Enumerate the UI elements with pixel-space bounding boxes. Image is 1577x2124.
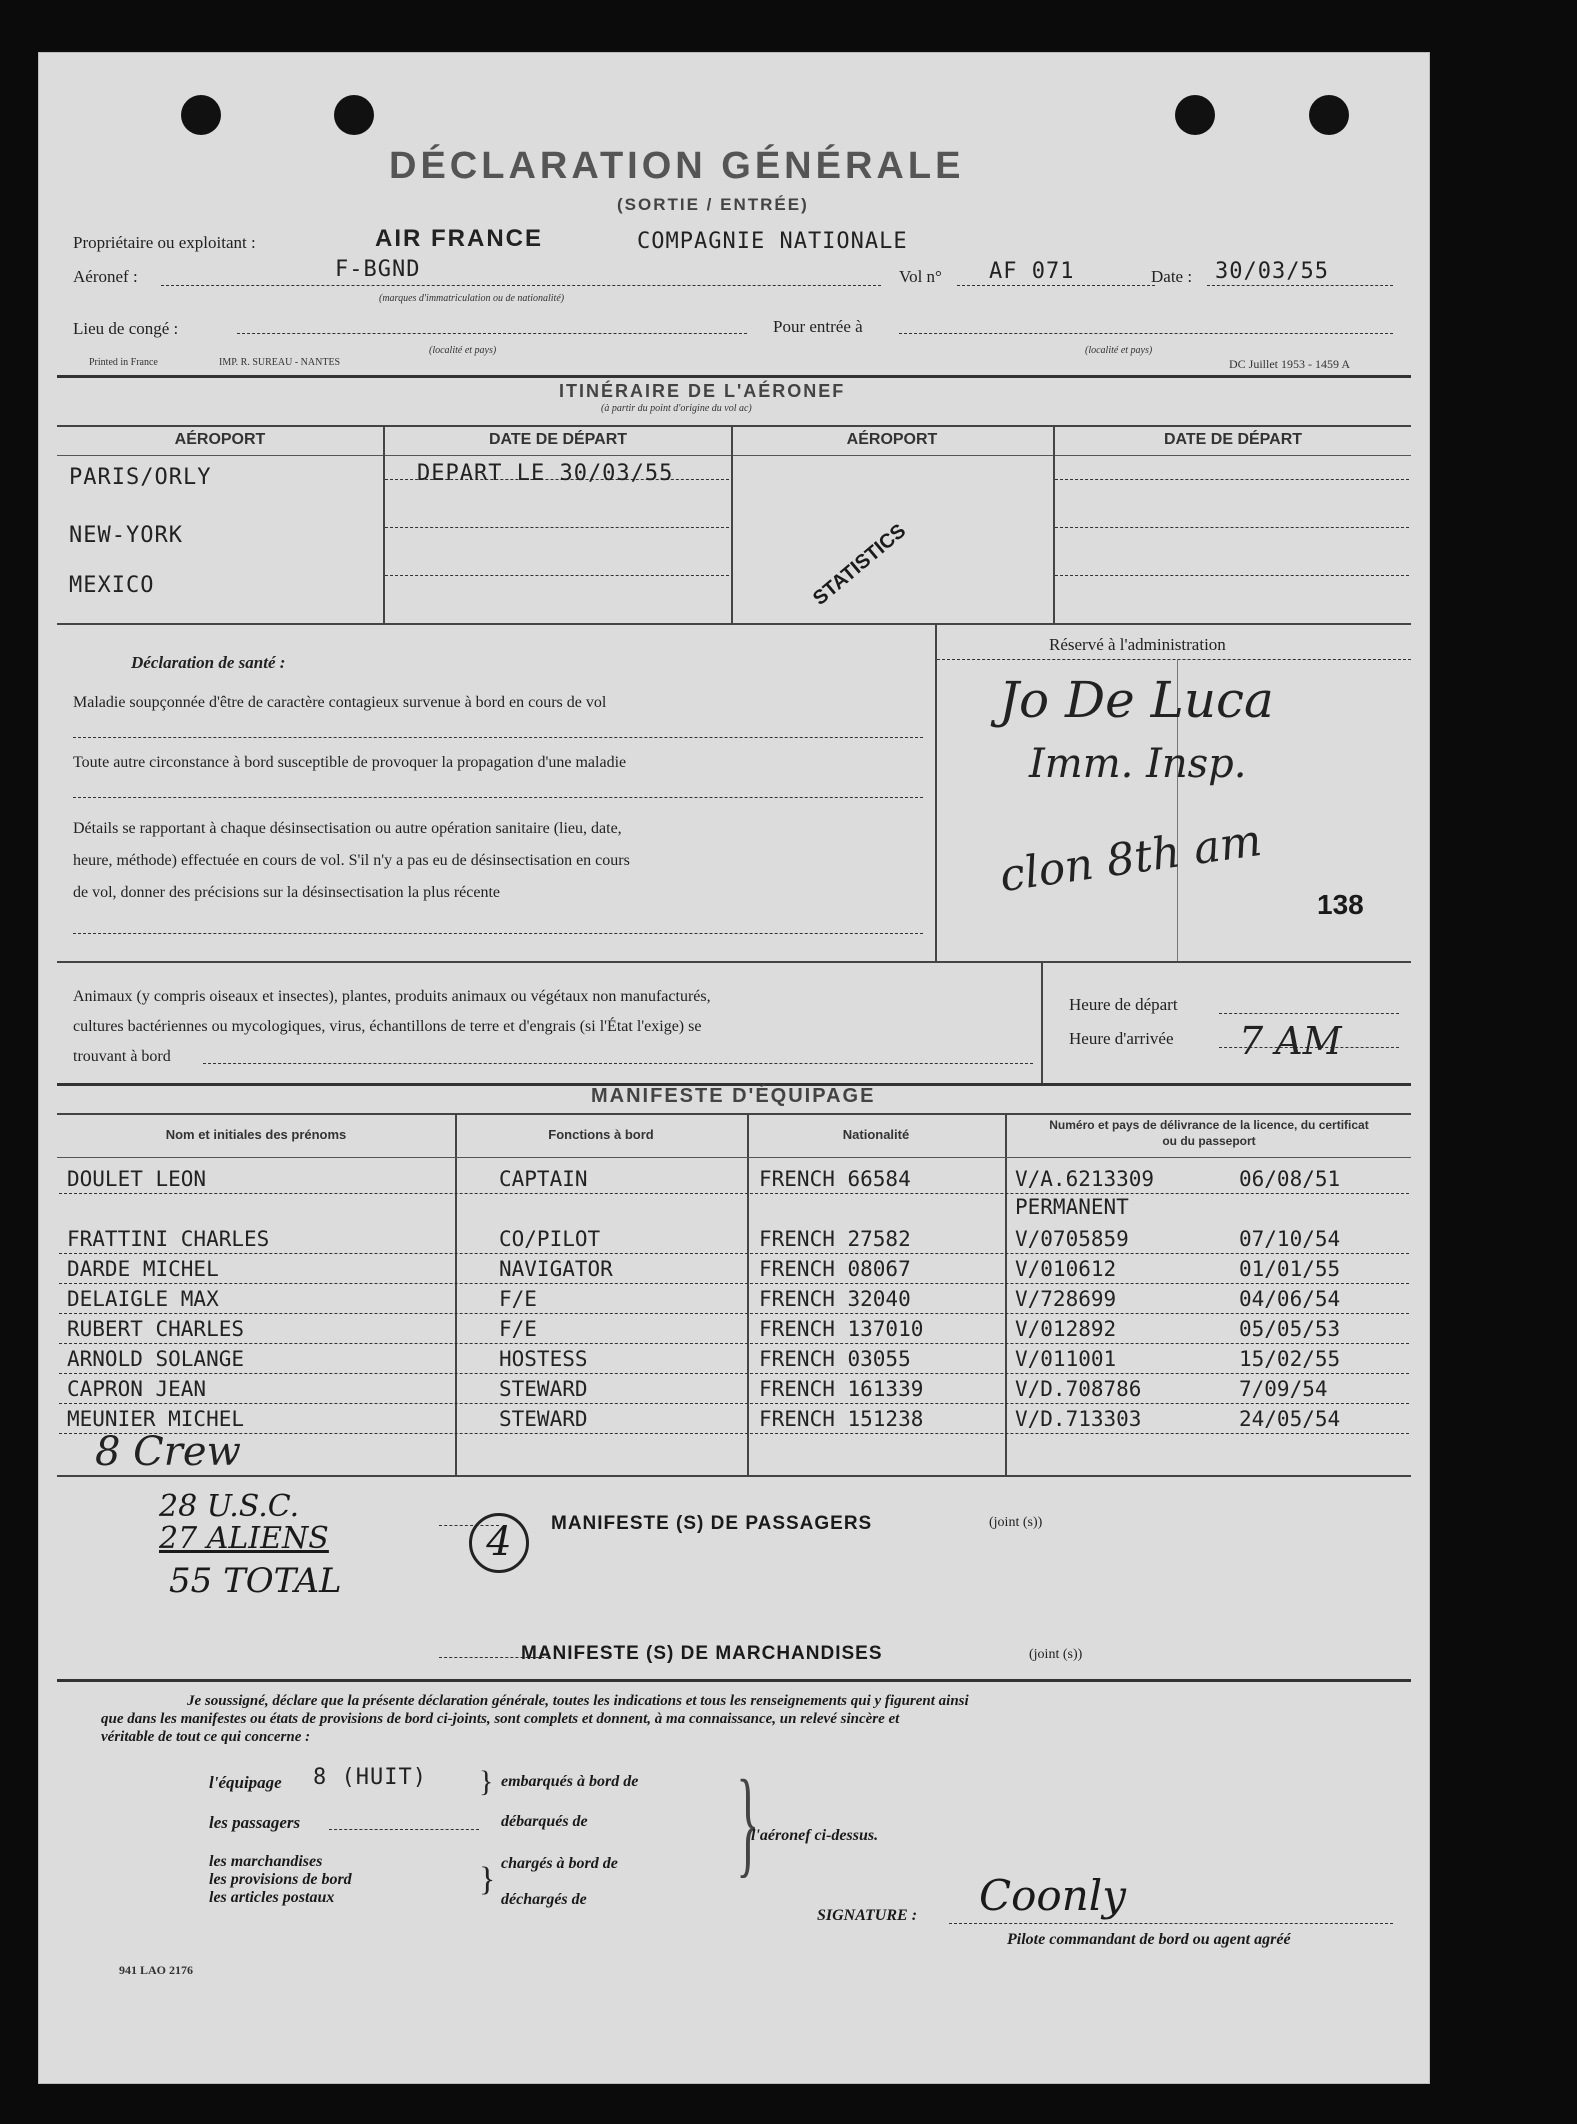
owner-value-2: COMPAGNIE NATIONALE [637, 229, 908, 254]
document-title: DÉCLARATION GÉNÉRALE [389, 145, 965, 187]
animals-line-1: Animaux (y compris oiseaux et insectes), plantes, produits animaux ou végétaux non manufacturés, [73, 988, 711, 1005]
crew-function: NAVIGATOR [499, 1257, 613, 1281]
arrival-time-label: Heure d'arrivée [1069, 1029, 1174, 1048]
declaration-text-2: que dans les manifestes ou états de provisions de bord ci-joints, sont complets et donnent, à ma connaissance, un relevé sincère et [101, 1711, 900, 1727]
passenger-manifest-label: MANIFESTE (S) DE PASSAGERS [551, 1513, 873, 1534]
crew-function: STEWARD [499, 1377, 588, 1401]
crew-licence-date: 7/09/54 [1239, 1377, 1328, 1401]
crew-function: STEWARD [499, 1407, 588, 1431]
owner-value: AIR FRANCE [375, 225, 543, 252]
punch-hole-1 [181, 95, 221, 135]
crew-licence: V/D.708786 [1015, 1377, 1142, 1401]
crew-row-rule [59, 1403, 1409, 1404]
health-heading: Déclaration de santé : [131, 653, 286, 672]
signature-role: Pilote commandant de bord ou agent agréé [1007, 1931, 1291, 1948]
crew-col-nationality: Nationalité [842, 1127, 910, 1142]
entry-label: Pour entrée à [773, 317, 863, 336]
crew-row-rule [59, 1313, 1409, 1314]
itinerary-airport-1: PARIS/ORLY [69, 465, 212, 490]
crew-licence: V/012892 [1015, 1317, 1117, 1341]
crew-row-rule [59, 1433, 1409, 1434]
crew-licence-date: 04/06/54 [1239, 1287, 1341, 1311]
owner-label: Propriétaire ou exploitant : [73, 233, 256, 252]
document-page [38, 52, 1430, 2084]
document-subtitle: (SORTIE / ENTRÉE) [617, 195, 809, 214]
crew-function: CO/PILOT [499, 1227, 601, 1251]
crew-licence: V/010612 [1015, 1257, 1117, 1281]
itinerary-airport-3: MEXICO [69, 573, 155, 598]
crew-licence: V/D.713303 [1015, 1407, 1142, 1431]
passenger-note-2: 27 ALIENS [159, 1521, 329, 1556]
cargo-manifest-label: MANIFESTE (S) DE MARCHANDISES [521, 1643, 883, 1664]
crew-name: DARDE MICHEL [67, 1257, 219, 1281]
itinerary-title: ITINÉRAIRE DE L'AÉRONEF [559, 381, 846, 401]
admin-label: Réservé à l'administration [1049, 635, 1226, 654]
health-line-1: Maladie soupçonnée d'être de caractère contagieux survenue à bord en cours de vol [73, 694, 607, 711]
crew-licence: V/0705859 [1015, 1227, 1129, 1251]
clearance-note: (localité et pays) [429, 345, 497, 356]
itinerary-departure: DEPART LE 30/03/55 [417, 461, 674, 486]
crew-count-label: l'équipage [209, 1773, 282, 1792]
crew-function: HOSTESS [499, 1347, 588, 1371]
cargo-manifest-joint: (joint (s)) [1029, 1647, 1083, 1662]
animals-line-3: trouvant à bord [73, 1048, 171, 1065]
date-label: Date : [1151, 267, 1193, 286]
itinerary-subtitle: (à partir du point d'origine du vol ac) [601, 403, 752, 414]
itinerary-airport-2: NEW-YORK [69, 523, 183, 548]
crew-row-rule [59, 1193, 1409, 1194]
crew-licence-date: 06/08/51 [1239, 1167, 1341, 1191]
passenger-note-1: 28 U.S.C. [159, 1489, 300, 1524]
crew-nationality: FRENCH 27582 [759, 1227, 911, 1251]
crew-licence-date: 24/05/54 [1239, 1407, 1341, 1431]
form-code: DC Juillet 1953 - 1459 A [1229, 357, 1351, 371]
brace-1: } [479, 1765, 494, 1798]
admin-signature-1: Jo De Luca [999, 671, 1274, 729]
crew-licence-extra: PERMANENT [1015, 1195, 1129, 1219]
crew-nationality: FRENCH 03055 [759, 1347, 911, 1371]
crew-licence-date: 07/10/54 [1239, 1227, 1341, 1251]
flight-number: AF 071 [989, 259, 1075, 284]
crew-nationality: FRENCH 66584 [759, 1167, 911, 1191]
health-line-3a: Détails se rapportant à chaque désinsectisation ou autre opération sanitaire (lieu, date, [73, 820, 622, 837]
animals-line-2: cultures bactériennes ou mycologiques, virus, échantillons de terre et d'engrais (si l'État l'exige) se [73, 1018, 702, 1035]
crew-nationality: FRENCH 137010 [759, 1317, 924, 1341]
printed-in: Printed in France [89, 357, 158, 368]
goods-label-3: les articles postaux [209, 1889, 335, 1906]
signature-label: SIGNATURE : [817, 1907, 918, 1924]
crew-row-rule [59, 1253, 1409, 1254]
admin-number: 138 [1317, 889, 1364, 920]
crew-col-function: Fonctions à bord [548, 1127, 654, 1142]
crew-function: F/E [499, 1317, 537, 1341]
printer: IMP. R. SUREAU - NANTES [219, 357, 341, 368]
embarked-label: embarqués à bord de [501, 1773, 639, 1790]
aircraft-note: (marques d'immatriculation ou de nationalité) [379, 293, 565, 304]
goods-label-1: les marchandises [209, 1853, 323, 1870]
crew-name: MEUNIER MICHEL [67, 1407, 245, 1431]
crew-licence-date: 01/01/55 [1239, 1257, 1341, 1281]
flight-label: Vol n° [899, 267, 942, 286]
crew-licence: V/A.6213309 [1015, 1167, 1155, 1191]
crew-licence-date: 15/02/55 [1239, 1347, 1341, 1371]
aircraft-above-label: l'aéronef ci-dessus. [751, 1827, 879, 1844]
crew-row-rule [59, 1373, 1409, 1374]
arrival-time-value: 7 AM [1239, 1019, 1342, 1063]
crew-function: CAPTAIN [499, 1167, 588, 1191]
admin-signature-3: clon 8th am [996, 814, 1265, 903]
date-value: 30/03/55 [1215, 259, 1329, 284]
crew-manifest-title: MANIFESTE D'ÉQUIPAGE [591, 1085, 876, 1107]
unloaded-label: déchargés de [501, 1891, 587, 1908]
passenger-manifest-joint: (joint (s)) [989, 1515, 1043, 1530]
punch-hole-3 [1175, 95, 1215, 135]
crew-nationality: FRENCH 151238 [759, 1407, 924, 1431]
disembarked-label: débarqués de [501, 1813, 588, 1830]
entry-note: (localité et pays) [1085, 345, 1153, 356]
crew-name: DOULET LEON [67, 1167, 207, 1191]
crew-row-rule [59, 1343, 1409, 1344]
crew-name: ARNOLD SOLANGE [67, 1347, 245, 1371]
declaration-text-1: Je soussigné, déclare que la présente déclaration générale, toutes les indications et tous les renseignements qui y figurent ainsi [187, 1693, 969, 1709]
passenger-note-3: 55 TOTAL [169, 1561, 342, 1601]
loaded-label: chargés à bord de [501, 1855, 618, 1872]
footer-code: 941 LAO 2176 [119, 1963, 194, 1977]
punch-hole-2 [334, 95, 374, 135]
itinerary-col-date-1: DATE DE DÉPART [488, 431, 628, 448]
itinerary-col-airport-2: AÉROPORT [846, 431, 938, 448]
punch-hole-4 [1309, 95, 1349, 135]
itinerary-col-date-2: DATE DE DÉPART [1163, 431, 1303, 448]
health-line-2: Toute autre circonstance à bord susceptible de provoquer la propagation d'une maladie [73, 754, 627, 771]
aircraft-registration: F-BGND [335, 257, 421, 282]
crew-total-handwritten: 8 Crew [95, 1429, 241, 1475]
goods-label-2: les provisions de bord [209, 1871, 352, 1888]
crew-name: DELAIGLE MAX [67, 1287, 219, 1311]
brace-2: } [479, 1861, 496, 1898]
crew-nationality: FRENCH 08067 [759, 1257, 911, 1281]
crew-col-name: Nom et initiales des prénoms [165, 1127, 347, 1142]
crew-name: RUBERT CHARLES [67, 1317, 245, 1341]
declaration-text-3: véritable de tout ce qui concerne : [101, 1729, 311, 1745]
crew-name: CAPRON JEAN [67, 1377, 207, 1401]
itinerary-col-airport-1: AÉROPORT [174, 431, 266, 448]
crew-licence: V/728699 [1015, 1287, 1117, 1311]
crew-nationality: FRENCH 161339 [759, 1377, 924, 1401]
crew-row-rule [59, 1283, 1409, 1284]
clearance-label: Lieu de congé : [73, 319, 179, 338]
health-line-3b: heure, méthode) effectuée en cours de vol. S'il n'y a pas eu de désinsectisation en cours [73, 852, 630, 869]
crew-count-value: 8 (HUIT) [313, 1765, 427, 1790]
crew-nationality: FRENCH 32040 [759, 1287, 911, 1311]
passengers-count-label: les passagers [209, 1813, 301, 1832]
departure-time-label: Heure de départ [1069, 995, 1178, 1014]
crew-col-licence: Numéro et pays de délivrance de la licence, du certificat ou du passeport [1049, 1118, 1369, 1148]
crew-function: F/E [499, 1287, 537, 1311]
passenger-count: 4 [469, 1513, 529, 1573]
admin-signature-2: Imm. Insp. [1029, 741, 1247, 787]
health-line-3c: de vol, donner des précisions sur la désinsectisation la plus récente [73, 884, 500, 901]
brace-large: } [736, 1755, 760, 1888]
pilot-signature: Coonly [979, 1871, 1126, 1920]
statistics-stamp: STATISTICS [809, 519, 911, 610]
crew-licence: V/011001 [1015, 1347, 1117, 1371]
crew-name: FRATTINI CHARLES [67, 1227, 270, 1251]
aircraft-label: Aéronef : [73, 267, 138, 286]
crew-licence-date: 05/05/53 [1239, 1317, 1341, 1341]
